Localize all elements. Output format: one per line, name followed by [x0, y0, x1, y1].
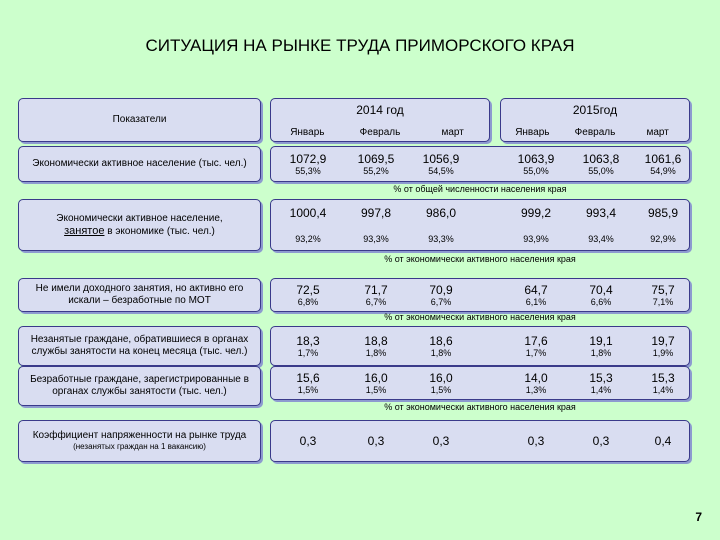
value-cell [409, 434, 473, 448]
value-cell [504, 152, 568, 177]
value-cell [631, 434, 695, 448]
value-number: 0,3 [432, 434, 450, 448]
value-number: 0,3 [527, 434, 545, 448]
row-label-text: Не имели доходного занятия, но активно его искали – безработные по МОТ [35, 283, 244, 306]
value-percent: 92,9% [650, 234, 676, 244]
row-label-employed [18, 199, 261, 251]
row-label-underlined: занятое [64, 224, 105, 237]
value-cell [409, 152, 473, 177]
row-label-text: Коэффициент напряженности на рынке труда [32, 430, 247, 441]
value-percent: 1,4% [590, 385, 612, 395]
value-cell [631, 206, 695, 245]
value-number: 1063,9 [517, 152, 555, 166]
month-header: Январь [515, 126, 550, 138]
value-number: 985,9 [647, 206, 679, 220]
value-percent: 55,2% [363, 166, 389, 176]
value-percent: 1,3% [525, 385, 547, 395]
row-label-text: Экономически активное население (тыс. чел.) [32, 158, 247, 169]
value-percent: 1,5% [297, 385, 319, 395]
value-number: 72,5 [296, 283, 320, 297]
row-label-text [56, 213, 222, 238]
value-cell [409, 371, 473, 396]
value-cell [409, 334, 473, 359]
value-cell [631, 152, 695, 177]
value-number: 0,3 [367, 434, 385, 448]
value-number: 1072,9 [289, 152, 327, 166]
value-cell [631, 334, 695, 359]
value-number: 16,0 [364, 371, 388, 385]
value-cell [276, 434, 340, 448]
value-percent: 55,0% [588, 166, 614, 176]
value-number: 1069,5 [357, 152, 395, 166]
value-number: 0,3 [592, 434, 610, 448]
row-label-text: Незанятые граждане, обратившиеся в органах службы занятости на конец месяца (тыс. чел.) [30, 334, 249, 357]
value-percent: 1,5% [430, 385, 452, 395]
value-number: 19,1 [589, 334, 613, 348]
value-number: 14,0 [524, 371, 548, 385]
year-2015-group [500, 98, 690, 142]
value-cell [504, 334, 568, 359]
row-sublabel-text: (незанятых граждан на 1 вакансию) [73, 442, 206, 451]
value-percent: 7,1% [652, 297, 674, 307]
note-percent-active-population: % от экономически активного населения края [384, 402, 576, 412]
value-number: 18,8 [364, 334, 388, 348]
row-values-registered-unemployed [270, 366, 690, 400]
value-number: 75,7 [651, 283, 675, 297]
row-values-unemployed-ilo [270, 278, 690, 312]
year-2015-label: 2015год [572, 103, 618, 117]
value-number: 17,6 [524, 334, 548, 348]
value-cell [569, 334, 633, 359]
value-percent: 1,5% [365, 385, 387, 395]
value-number: 16,0 [429, 371, 453, 385]
row-label-tension-coefficient [18, 420, 261, 462]
value-percent: 1,4% [652, 385, 674, 395]
value-percent: 54,9% [650, 166, 676, 176]
value-number: 986,0 [425, 206, 457, 220]
note-percent-active-population: % от экономически активного населения края [384, 254, 576, 264]
value-cell [569, 434, 633, 448]
value-cell [276, 334, 340, 359]
value-number: 1063,8 [582, 152, 620, 166]
value-percent: 1,8% [590, 348, 612, 358]
value-cell [631, 371, 695, 396]
month-header: Январь [290, 126, 325, 138]
value-percent: 93,3% [363, 234, 389, 244]
value-number: 18,6 [429, 334, 453, 348]
month-header: Февраль [574, 126, 616, 138]
value-number: 19,7 [651, 334, 675, 348]
note-percent-active-population: % от экономически активного населения края [384, 312, 576, 322]
value-percent: 93,9% [523, 234, 549, 244]
value-number: 0,4 [654, 434, 672, 448]
value-cell [569, 206, 633, 245]
value-cell [504, 434, 568, 448]
month-header: Февраль [359, 126, 401, 138]
row-label-economically-active [18, 146, 261, 182]
value-cell [344, 334, 408, 359]
value-cell [504, 371, 568, 396]
row-label-non-employed-applied [18, 326, 261, 366]
page-title: СИТУАЦИЯ НА РЫНКЕ ТРУДА ПРИМОРСКОГО КРАЯ [145, 36, 575, 55]
value-cell [409, 206, 473, 245]
value-percent: 1,8% [430, 348, 452, 358]
value-cell [569, 371, 633, 396]
value-percent: 6,1% [525, 297, 547, 307]
value-percent: 6,7% [430, 297, 452, 307]
row-label-unemployed-ilo [18, 278, 261, 312]
indicators-header-label: Показатели [112, 114, 167, 125]
value-cell [569, 283, 633, 308]
value-number: 1061,6 [644, 152, 682, 166]
note-percent-total-population: % от общей численности населения края [393, 184, 567, 194]
value-number: 993,4 [585, 206, 617, 220]
row-values-employed [270, 199, 690, 251]
row-label-part: Экономически активное население, [56, 212, 223, 224]
value-number: 18,3 [296, 334, 320, 348]
value-cell [344, 283, 408, 308]
value-percent: 6,6% [590, 297, 612, 307]
value-number: 15,6 [296, 371, 320, 385]
value-cell [631, 283, 695, 308]
value-percent: 1,7% [297, 348, 319, 358]
value-percent: 6,8% [297, 297, 319, 307]
page-number: 7 [695, 510, 702, 524]
value-cell [276, 152, 340, 177]
value-cell [344, 371, 408, 396]
value-cell [344, 434, 408, 448]
row-values-tension-coefficient [270, 420, 690, 462]
value-number: 71,7 [364, 283, 388, 297]
row-values-non-employed-applied [270, 326, 690, 366]
value-number: 1056,9 [422, 152, 460, 166]
value-percent: 54,5% [428, 166, 454, 176]
value-cell [504, 283, 568, 308]
row-label-registered-unemployed [18, 366, 261, 406]
year-2014-label: 2014 год [356, 103, 404, 117]
value-number: 0,3 [299, 434, 317, 448]
row-label-text: Безработные граждане, зарегистрированные в органах службы занятости (тыс. чел.) [30, 374, 249, 397]
row-label-part: в экономике (тыс. чел.) [107, 225, 215, 237]
value-percent: 55,3% [295, 166, 321, 176]
month-header: март [441, 126, 464, 138]
value-number: 15,3 [651, 371, 675, 385]
value-cell [504, 206, 568, 245]
value-percent: 55,0% [523, 166, 549, 176]
value-cell [569, 152, 633, 177]
value-cell [409, 283, 473, 308]
value-percent: 93,3% [428, 234, 454, 244]
value-percent: 1,7% [525, 348, 547, 358]
value-percent: 93,4% [588, 234, 614, 244]
indicators-header [18, 98, 261, 142]
row-values-economically-active [270, 146, 690, 182]
value-percent: 6,7% [365, 297, 387, 307]
value-cell [344, 152, 408, 177]
value-number: 1000,4 [289, 206, 327, 220]
value-number: 64,7 [524, 283, 548, 297]
month-header: март [646, 126, 669, 138]
value-percent: 1,9% [652, 348, 674, 358]
value-number: 999,2 [520, 206, 552, 220]
value-number: 15,3 [589, 371, 613, 385]
value-number: 70,4 [589, 283, 613, 297]
value-number: 997,8 [360, 206, 392, 220]
value-percent: 1,8% [365, 348, 387, 358]
value-percent: 93,2% [295, 234, 321, 244]
value-cell [344, 206, 408, 245]
year-2014-group [270, 98, 490, 142]
value-cell [276, 283, 340, 308]
value-cell [276, 371, 340, 396]
value-number: 70,9 [429, 283, 453, 297]
value-cell [276, 206, 340, 245]
